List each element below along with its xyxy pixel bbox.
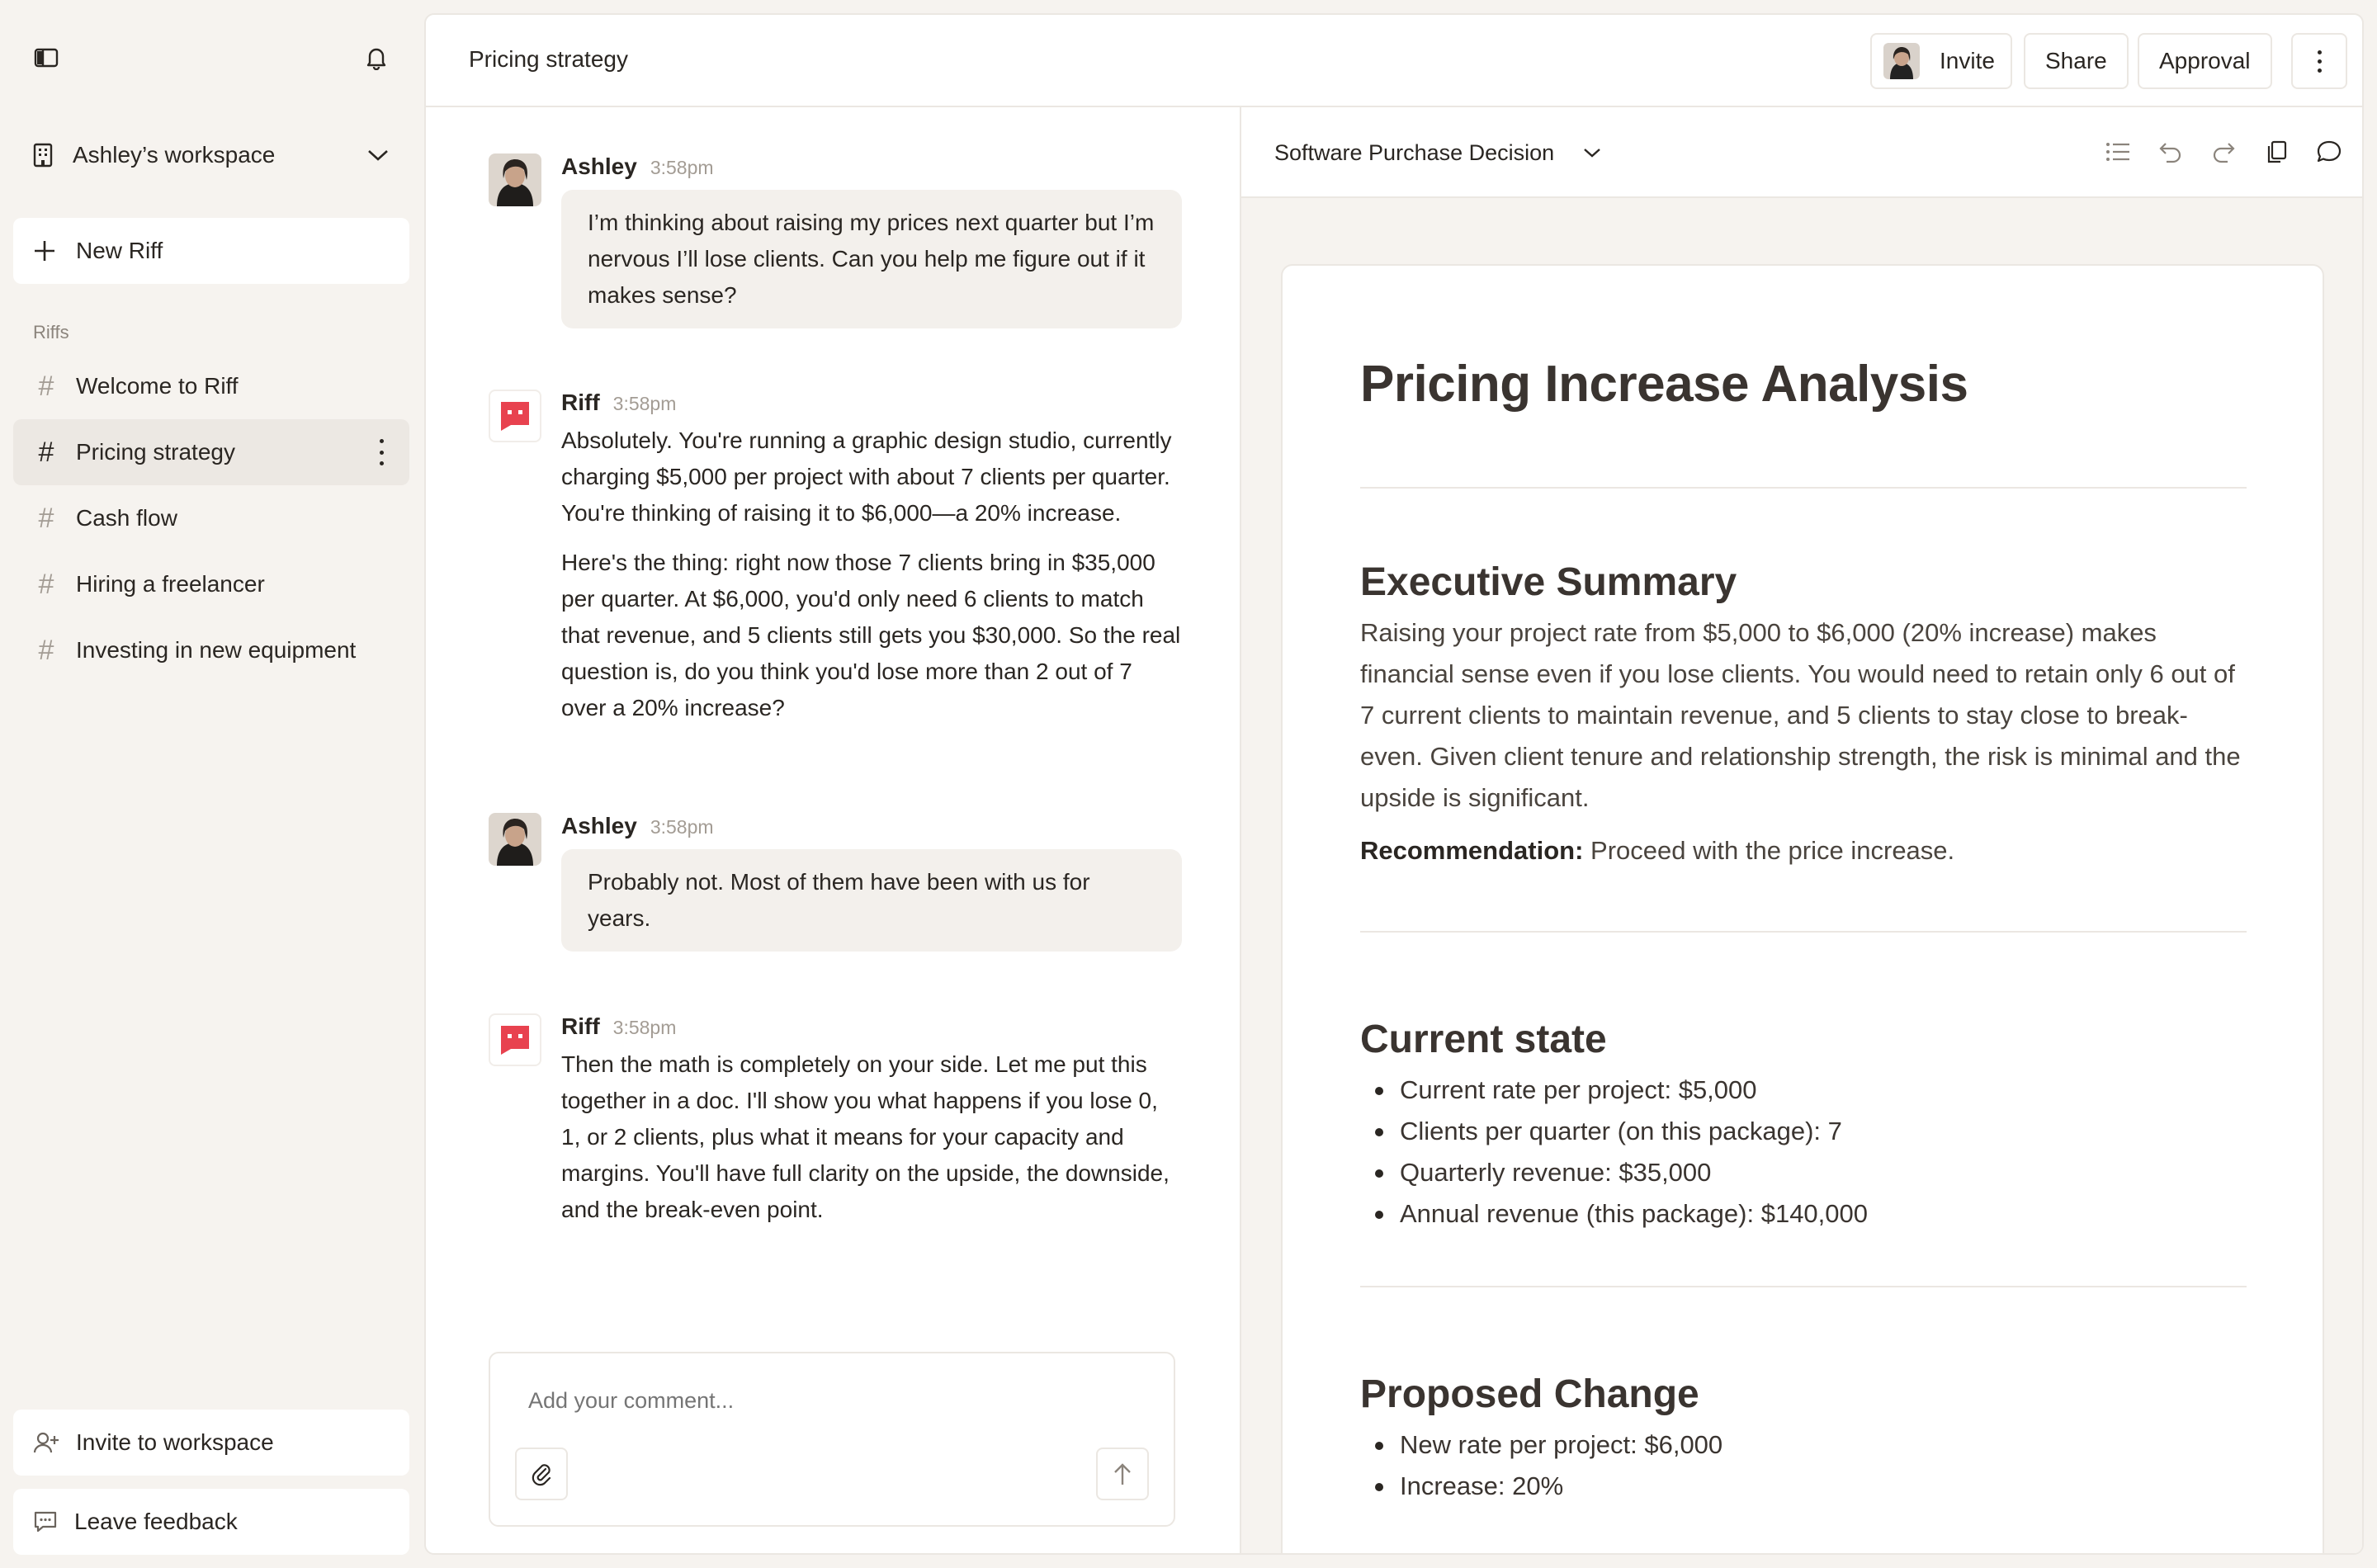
- list-item: Quarterly revenue: $35,000: [1360, 1152, 1868, 1193]
- section-heading-current-state: Current state: [1360, 1018, 1607, 1061]
- riff-logo-icon: [489, 390, 541, 442]
- executive-summary-text: Raising your project rate from $5,000 to $6,000 (20% increase) makes financial sense even if you lose clients. You would need to retain only 6 out of 7 current clients to maintain revenue, and 5 clients to stay close to break-even. Given client tenure and relationship strength, the risk is minimal and the upside is significant.: [1360, 618, 2241, 812]
- chat-message: [489, 390, 1182, 726]
- approval-label: Approval: [2159, 48, 2251, 73]
- avatar: [1883, 43, 1920, 79]
- hash-icon: #: [38, 569, 54, 600]
- leave-feedback-button[interactable]: [13, 1489, 409, 1555]
- sidebar-item-investing-in-new-equipment[interactable]: [13, 617, 409, 683]
- invite-to-workspace-button[interactable]: [13, 1410, 409, 1476]
- sidebar-item-label: Cash flow: [76, 505, 177, 531]
- share-label: Share: [2045, 48, 2107, 73]
- document-selector[interactable]: [1274, 130, 1602, 175]
- invite-to-workspace-label: Invite to workspace: [76, 1429, 274, 1455]
- riffs-section-heading: Riffs: [33, 322, 69, 342]
- send-button[interactable]: [1096, 1448, 1149, 1500]
- current-state-list: [1360, 1070, 1868, 1235]
- hash-icon: #: [38, 371, 54, 402]
- building-icon: [33, 143, 53, 168]
- comment-composer: [489, 1352, 1175, 1527]
- message-author: Riff: [561, 1013, 600, 1039]
- bell-icon[interactable]: [355, 36, 398, 79]
- document-selector-label: Software Purchase Decision: [1274, 139, 1555, 165]
- outline-icon[interactable]: [2100, 134, 2136, 170]
- message-author: Ashley: [561, 813, 637, 838]
- redo-icon[interactable]: [2205, 134, 2242, 170]
- new-riff-button[interactable]: [13, 218, 409, 284]
- sidebar: [0, 0, 424, 1568]
- message-author: Riff: [561, 390, 600, 415]
- proposed-change-list: [1360, 1424, 1722, 1507]
- avatar: [489, 813, 541, 866]
- message-paragraph: Absolutely. You're running a graphic design studio, currently charging $5,000 per project with about 7 clients per quarter. You're thinking of raising it to $6,000—a 20% increase.: [561, 427, 1172, 526]
- sidebar-item-welcome-to-riff[interactable]: [13, 353, 409, 419]
- approval-button[interactable]: [2138, 33, 2272, 89]
- new-riff-label: New Riff: [76, 238, 163, 263]
- message-time: 3:58pm: [650, 157, 714, 178]
- divider: [1360, 931, 2247, 933]
- topbar: [426, 15, 2362, 107]
- list-item: Increase: 20%: [1360, 1466, 1722, 1507]
- divider: [1360, 487, 2247, 489]
- recommendation-value: Proceed with the price increase.: [1583, 836, 1955, 865]
- plus-icon: [33, 239, 56, 262]
- section-heading-executive-summary: Executive Summary: [1360, 560, 1737, 604]
- hash-icon: #: [38, 503, 54, 534]
- avatar: [489, 153, 541, 206]
- sidebar-item-label: Welcome to Riff: [76, 373, 239, 399]
- document-toolbar: [1241, 107, 2364, 198]
- page-title: Pricing strategy: [469, 46, 628, 72]
- more-menu-button[interactable]: [2291, 33, 2347, 89]
- sidebar-item-cash-flow[interactable]: [13, 485, 409, 551]
- riff-logo-icon: [489, 1013, 541, 1066]
- share-button[interactable]: [2024, 33, 2129, 89]
- document-pane: [1241, 107, 2364, 1555]
- main-panel: [424, 13, 2364, 1555]
- section-heading-proposed-change: Proposed Change: [1360, 1372, 1699, 1416]
- invite-button[interactable]: [1870, 33, 2012, 89]
- message-time: 3:58pm: [650, 816, 714, 838]
- comment-input[interactable]: [528, 1388, 1106, 1414]
- list-item: Annual revenue (this package): $140,000: [1360, 1193, 1868, 1235]
- add-user-icon: [33, 1431, 59, 1454]
- sidebar-item-hiring-a-freelancer[interactable]: [13, 551, 409, 617]
- sidebar-item-pricing-strategy[interactable]: [13, 419, 409, 485]
- recommendation-label: Recommendation:: [1360, 836, 1584, 865]
- comment-icon[interactable]: [2311, 134, 2347, 170]
- list-item: Clients per quarter (on this package): 7: [1360, 1111, 1868, 1152]
- workspace-switcher[interactable]: [13, 129, 409, 182]
- message-time: 3:58pm: [612, 393, 677, 414]
- undo-icon[interactable]: [2153, 134, 2189, 170]
- more-options-icon[interactable]: [376, 439, 386, 465]
- message-paragraph: Here's the thing: right now those 7 clients bring in $35,000 per quarter. At $6,000, you'd only need 6 clients to match that revenue, and 5 clients still gets you $30,000. So the real question is, do you think you'd lose more than 2 out of 7 over a 20% increase?: [561, 550, 1181, 720]
- document-tools: [2100, 134, 2347, 170]
- divider: [1360, 1286, 2247, 1287]
- hash-icon: #: [38, 635, 54, 666]
- recommendation-text: [1360, 830, 2247, 871]
- hash-icon: #: [38, 437, 54, 468]
- chevron-down-icon: [1582, 146, 1602, 159]
- sidebar-item-label: Investing in new equipment: [76, 637, 357, 663]
- list-item: Current rate per project: $5,000: [1360, 1070, 1868, 1111]
- message-bubble: Probably not. Most of them have been with us for years.: [561, 849, 1182, 952]
- chat-thread: [426, 107, 1241, 1555]
- sidebar-item-label: Pricing strategy: [76, 439, 235, 465]
- workspace-name: Ashley’s workspace: [73, 142, 276, 168]
- arrow-up-icon: [1113, 1462, 1132, 1486]
- chat-message: [489, 153, 1182, 328]
- list-item: New rate per project: $6,000: [1360, 1424, 1722, 1466]
- invite-label: Invite: [1940, 48, 1995, 73]
- paperclip-icon: [530, 1462, 553, 1486]
- document-title: Pricing Increase Analysis: [1360, 356, 1968, 413]
- message-time: 3:58pm: [612, 1017, 677, 1038]
- message-bubble: I’m thinking about raising my prices next quarter but I’m nervous I’ll lose clients. Can you help me figure out if it makes sense?: [561, 190, 1182, 328]
- sidebar-item-label: Hiring a freelancer: [76, 571, 265, 597]
- document-page: [1281, 264, 2324, 1555]
- copy-icon[interactable]: [2258, 134, 2294, 170]
- sidebar-toggle-icon[interactable]: [25, 36, 68, 79]
- chat-message: [489, 813, 1182, 952]
- leave-feedback-label: Leave feedback: [74, 1509, 238, 1534]
- chat-message: [489, 1013, 1182, 1228]
- attach-button[interactable]: [515, 1448, 568, 1500]
- riff-list: [13, 353, 409, 683]
- feedback-icon: [33, 1510, 58, 1533]
- chevron-down-icon: [366, 148, 390, 163]
- message-paragraph: Then the math is completely on your side. Let me put this together in a doc. I'll show you what happens if you lose 0, 1, or 2 clients, plus what it means for your capacity and margins. You'll have full clarity on the upside, the downside, and the break-even point.: [561, 1051, 1170, 1222]
- message-author: Ashley: [561, 153, 637, 179]
